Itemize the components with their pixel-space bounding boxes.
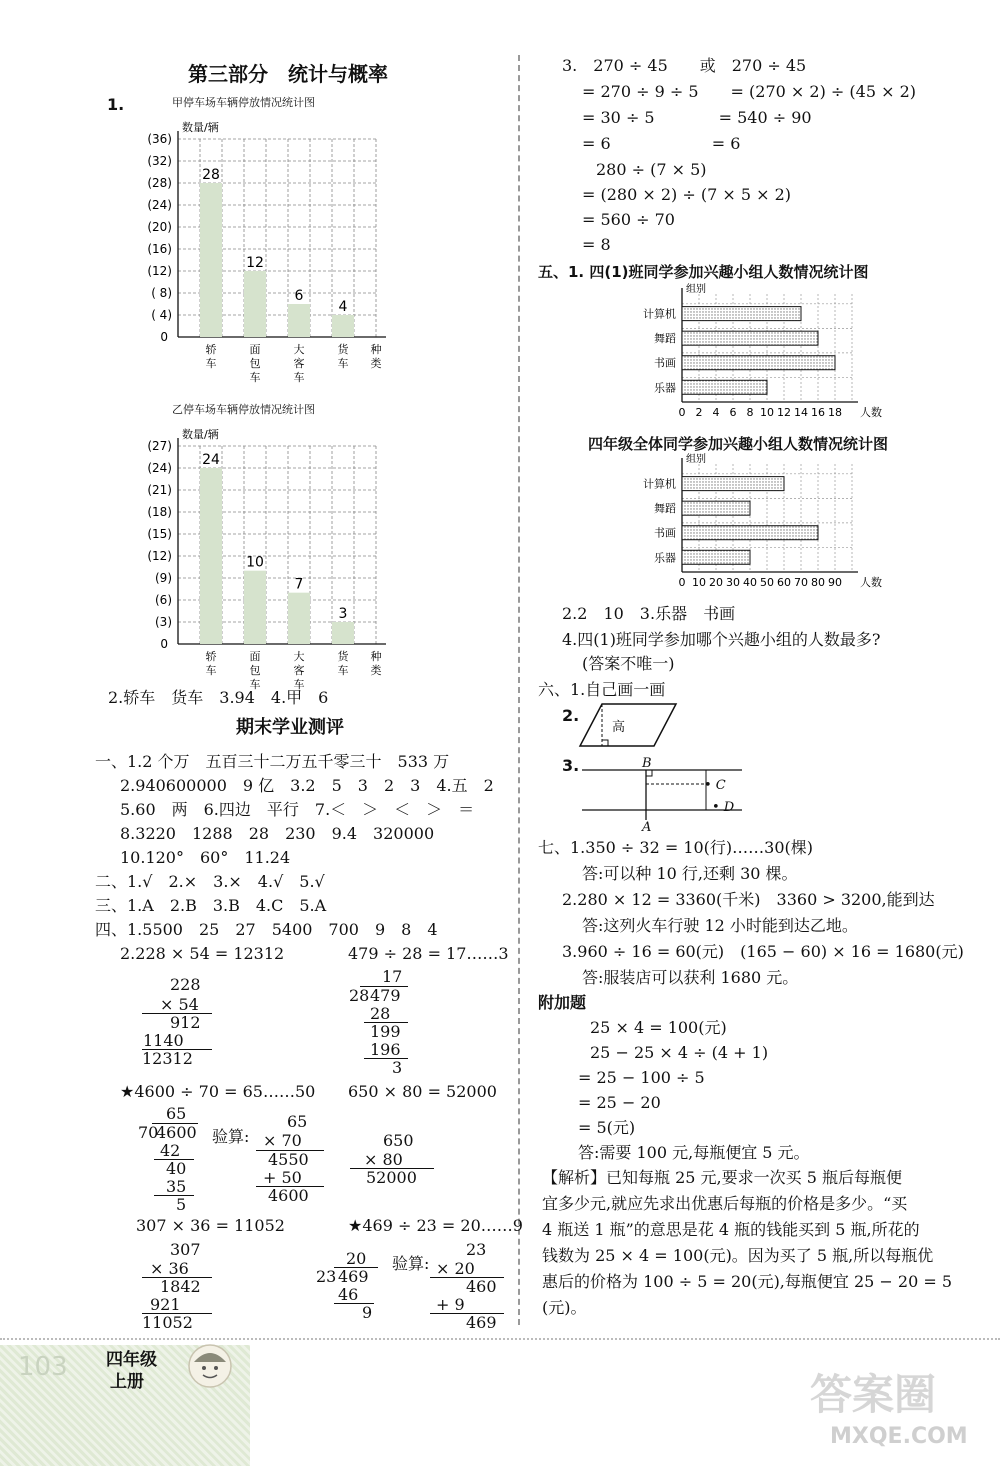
height-label: 高 xyxy=(612,720,626,735)
bar xyxy=(682,501,750,515)
category-label: 轿 xyxy=(205,650,217,663)
x-axis-label: 人数 xyxy=(860,406,882,419)
m1-e: 12312 xyxy=(142,1049,193,1068)
r-line-8: = 8 xyxy=(582,235,611,254)
category-label: 舞蹈 xyxy=(654,332,676,346)
y-tick-label: (28) xyxy=(147,176,172,190)
bonus-2: 25 − 25 × 4 ÷ (4 + 1) xyxy=(590,1043,769,1062)
x-axis-label: 种 xyxy=(370,343,382,356)
r-line-5: 280 ÷ (7 × 5) xyxy=(596,160,707,179)
r-line-7: = 560 ÷ 70 xyxy=(582,210,675,229)
answer-2-4: 2.轿车 货车 3.94 4.甲 6 xyxy=(108,688,329,707)
bonus-4: = 25 − 20 xyxy=(578,1093,661,1112)
section-title: 第三部分 统计与概率 xyxy=(188,62,388,86)
bar xyxy=(682,380,767,394)
line-5: 10.120° 60° 11.24 xyxy=(120,848,291,867)
x-tick-label: 2 xyxy=(695,406,703,419)
category-label: 书画 xyxy=(654,526,676,540)
category-label: 车 xyxy=(249,371,261,384)
data-label: 28 xyxy=(202,167,220,183)
bonus-1: 25 × 4 = 100(元) xyxy=(590,1018,727,1037)
y-tick-label: (32) xyxy=(147,154,172,168)
x-tick-label: 14 xyxy=(794,406,808,419)
m3-b: × 80 xyxy=(364,1150,403,1169)
bonus-5: = 5(元) xyxy=(578,1118,636,1137)
category-label: 车 xyxy=(249,678,261,691)
chart-b xyxy=(120,422,400,691)
bar xyxy=(682,331,818,345)
column-divider xyxy=(518,55,520,1325)
d2-s1: 42 xyxy=(160,1141,181,1160)
category-label: 车 xyxy=(205,664,217,677)
c3-d: + 9 xyxy=(436,1295,465,1314)
d1-div: 28 xyxy=(349,986,370,1005)
category-label: 货 xyxy=(337,343,349,356)
category-label: 轿 xyxy=(205,343,217,356)
x-tick-label: 6 xyxy=(729,406,737,419)
category-label: 车 xyxy=(293,371,305,384)
y-tick-label: (3) xyxy=(155,615,172,629)
data-label: 24 xyxy=(202,452,220,468)
c2-a: 65 xyxy=(287,1112,308,1131)
c2-e: 4600 xyxy=(268,1186,309,1205)
d1-s2: 196 xyxy=(370,1040,401,1059)
d3-q: 20 xyxy=(346,1249,367,1268)
explain-1: 【解析】已知每瓶 25 元,要求一次买 5 瓶后每瓶便 xyxy=(542,1168,902,1187)
c2-b: × 70 xyxy=(263,1131,302,1150)
grade-label: 四年级 xyxy=(106,1350,157,1370)
bar xyxy=(682,550,750,564)
exam-title: 期末学业测评 xyxy=(236,717,344,738)
seven-2: 2.280 × 12 = 3360(千米) 3360 > 3200,能到达 xyxy=(562,890,935,909)
r-line-1: 3. 270 ÷ 45 或 270 ÷ 45 xyxy=(562,56,807,75)
line-7: 三、1.A 2.B 3.B 4.C 5.A xyxy=(95,896,327,915)
category-label: 面 xyxy=(249,650,261,663)
r-line-6: = (280 × 2) ÷ (7 × 5 × 2) xyxy=(582,185,792,204)
y-tick-label: ( 8) xyxy=(151,286,172,300)
x-tick-label: 80 xyxy=(811,576,825,589)
point-a: A xyxy=(642,820,652,835)
d2-q: 65 xyxy=(166,1104,187,1123)
line-2: 2.940600000 9 亿 3.2 5 3 2 3 4.五 2 xyxy=(120,776,494,795)
explain-5: 惠后的价格为 100 ÷ 5 = 20(元),每瓶便宜 25 − 20 = 5 xyxy=(542,1272,953,1291)
watermark-site: MXQE.COM xyxy=(830,1424,968,1449)
x-tick-label: 60 xyxy=(777,576,791,589)
y-axis-label: 数量/辆 xyxy=(182,428,219,441)
y-tick-label: (27) xyxy=(147,439,172,453)
line-9a: 2.228 × 54 = 12312 xyxy=(120,944,285,963)
category-label: 客 xyxy=(293,664,305,677)
bonus-6: 答:需要 100 元,每瓶便宜 5 元。 xyxy=(578,1143,810,1162)
c2-c: 4550 xyxy=(268,1150,309,1169)
seven-1a: 答:可以种 10 行,还剩 30 棵。 xyxy=(582,864,798,883)
term-label: 上册 xyxy=(110,1372,144,1392)
chart-d-title: 四年级全体同学参加兴趣小组人数情况统计图 xyxy=(588,435,889,453)
bar xyxy=(332,315,354,337)
d3-div: 23 xyxy=(316,1267,337,1286)
check-label-2: 验算: xyxy=(392,1254,430,1273)
page-number: 103 xyxy=(18,1352,68,1382)
category-label: 车 xyxy=(337,357,349,370)
line-10b: 650 × 80 = 52000 xyxy=(348,1082,497,1101)
y-tick-label: (18) xyxy=(147,505,172,519)
c3-a: 23 xyxy=(466,1240,487,1259)
x-tick-label: 40 xyxy=(743,576,757,589)
line-6: 二、1.√ 2.× 3.× 4.√ 5.√ xyxy=(95,872,325,891)
s-line-4b: (答案不唯一) xyxy=(582,654,675,673)
data-label: 4 xyxy=(338,299,348,315)
x-tick-label: 70 xyxy=(794,576,808,589)
chart-b-title: 乙停车场车辆停放情况统计图 xyxy=(172,403,315,416)
six-1: 六、1.自己画一画 xyxy=(538,680,666,699)
category-label: 车 xyxy=(205,357,217,370)
m1-b: × 54 xyxy=(160,995,199,1014)
right-angle-mark xyxy=(602,740,608,746)
m1-d: 1140 xyxy=(143,1031,184,1050)
chart-c-title: 五、1. 四(1)班同学参加兴趣小组人数情况统计图 xyxy=(538,263,869,281)
bar xyxy=(200,468,222,644)
chart-d xyxy=(600,454,930,600)
data-label: 6 xyxy=(294,288,304,304)
line-10a: ★4600 ÷ 70 = 65……50 xyxy=(120,1082,316,1101)
x-axis-label: 种 xyxy=(370,650,382,663)
x-axis-label: 类 xyxy=(370,357,382,370)
bar xyxy=(200,183,222,337)
bar xyxy=(288,593,310,644)
x-tick-label: 18 xyxy=(828,406,842,419)
category-label: 车 xyxy=(337,664,349,677)
explain-3: 4 瓶送 1 瓶”的意思是花 4 瓶的钱能买到 5 瓶,所花的 xyxy=(542,1220,920,1239)
chart-a-title: 甲停车场车辆停放情况统计图 xyxy=(172,96,315,109)
r-line-3: = 30 ÷ 5 = 540 ÷ 90 xyxy=(582,108,812,127)
line-8: 四、1.5500 25 27 5400 700 9 8 4 xyxy=(95,920,438,939)
y-tick-label: (21) xyxy=(147,483,172,497)
bar xyxy=(682,477,784,491)
y-tick-label: (12) xyxy=(147,549,172,563)
seven-2a: 答:这列火车行驶 12 小时能到达乙地。 xyxy=(582,916,858,935)
footer-rule xyxy=(0,1338,1000,1340)
category-label: 包 xyxy=(249,664,261,677)
m4-c: 1842 xyxy=(160,1277,201,1296)
y-tick-label: (36) xyxy=(147,132,172,146)
d1-s1: 28 xyxy=(370,1004,391,1023)
category-label: 舞蹈 xyxy=(654,502,676,516)
m4-e: 11052 xyxy=(142,1313,193,1332)
x-tick-label: 20 xyxy=(709,576,723,589)
bar xyxy=(332,622,354,644)
bar xyxy=(682,356,835,370)
y-tick-label: (24) xyxy=(147,461,172,475)
y-tick-label: (6) xyxy=(155,593,172,607)
line-1: 一、1.2 个万 五百三十二万五千零三十 533 万 xyxy=(95,752,450,771)
c3-c: 460 xyxy=(466,1277,497,1296)
bar xyxy=(244,571,266,644)
d1-n: 479 xyxy=(370,986,401,1005)
category-label: 包 xyxy=(249,357,261,370)
d3-s1: 46 xyxy=(338,1285,359,1304)
data-label: 3 xyxy=(338,606,348,622)
six-3: 3. xyxy=(562,756,580,775)
category-label: 货 xyxy=(337,650,349,663)
c2-d: + 50 xyxy=(263,1168,302,1187)
y-axis-label: 组别 xyxy=(686,454,706,465)
explain-6: (元)。 xyxy=(542,1298,587,1317)
x-axis-label: 人数 xyxy=(860,576,882,589)
x-axis-label: 类 xyxy=(370,664,382,677)
m4-a: 307 xyxy=(170,1240,201,1259)
x-tick-label: 16 xyxy=(811,406,825,419)
y-axis-label: 组别 xyxy=(686,284,706,295)
m4-b: × 36 xyxy=(150,1259,189,1278)
d2-div: 70 xyxy=(138,1123,159,1142)
six-2: 2. xyxy=(562,706,580,725)
data-label: 10 xyxy=(246,554,264,571)
line-3: 5.60 两 6.四边 平行 7.＜ ＞ ＜ ＞ ＝ xyxy=(120,800,475,819)
bar xyxy=(288,304,310,337)
c3-e: 469 xyxy=(466,1313,497,1332)
line-11a: 307 × 36 = 11052 xyxy=(136,1216,285,1235)
point-c: • C xyxy=(704,778,726,793)
watermark-logo: 答案圈 xyxy=(810,1370,937,1419)
parallelogram-figure xyxy=(580,700,680,750)
category-label: 客 xyxy=(293,357,305,370)
s-line-4: 4.四(1)班同学参加哪个兴趣小组的人数最多? xyxy=(562,630,881,649)
bonus-3: = 25 − 100 ÷ 5 xyxy=(578,1068,705,1087)
c3-b: × 20 xyxy=(436,1259,475,1278)
explain-2: 宜多少元,就应先求出优惠后每瓶的价格是多少。“买 xyxy=(542,1194,908,1213)
mascot-avatar xyxy=(186,1342,234,1390)
r-line-4: = 6 = 6 xyxy=(582,134,741,153)
bonus-title: 附加题 xyxy=(538,993,587,1012)
m3-a: 650 xyxy=(383,1131,414,1150)
x-tick-label: 4 xyxy=(712,406,720,419)
explain-4: 钱数为 25 × 4 = 100(元)。因为买了 5 瓶,所以每瓶优 xyxy=(542,1246,934,1265)
origin-label: 0 xyxy=(160,637,168,651)
category-label: 面 xyxy=(249,343,261,356)
m3-c: 52000 xyxy=(366,1168,417,1187)
point-b: B xyxy=(642,756,652,771)
d2-r: 5 xyxy=(176,1195,187,1214)
x-tick-label: 0 xyxy=(678,406,686,419)
check-label: 验算: xyxy=(212,1127,250,1146)
category-label: 大 xyxy=(293,343,305,356)
line-4: 8.3220 1288 28 230 9.4 320000 xyxy=(120,824,435,843)
x-tick-label: 12 xyxy=(777,406,791,419)
bar xyxy=(682,526,818,540)
origin-label: 0 xyxy=(160,330,168,344)
d2-s2: 35 xyxy=(166,1177,187,1196)
y-tick-label: (16) xyxy=(147,242,172,256)
bar xyxy=(244,271,266,337)
m1-c: 912 xyxy=(170,1013,201,1032)
category-label: 车 xyxy=(293,678,305,691)
y-axis-label: 数量/辆 xyxy=(182,121,219,134)
y-tick-label: (9) xyxy=(155,571,172,585)
d3-n: 469 xyxy=(338,1267,369,1286)
x-tick-label: 0 xyxy=(678,576,686,589)
x-tick-label: 8 xyxy=(746,406,754,419)
category-label: 计算机 xyxy=(643,307,676,321)
x-tick-label: 30 xyxy=(726,576,740,589)
data-label: 7 xyxy=(294,576,304,593)
rule xyxy=(154,1195,194,1196)
question-number: 1. xyxy=(107,95,125,114)
seven-1: 七、1.350 ÷ 32 = 10(行)……30(棵) xyxy=(538,838,814,857)
category-label: 计算机 xyxy=(643,477,676,491)
line-9b: 479 ÷ 28 = 17……3 xyxy=(348,944,509,963)
x-tick-label: 10 xyxy=(692,576,706,589)
seven-3a: 答:服装店可以获利 1680 元。 xyxy=(582,968,799,987)
y-tick-label: (24) xyxy=(147,198,172,212)
x-tick-label: 90 xyxy=(828,576,842,589)
chart-c xyxy=(600,284,930,426)
data-label: 12 xyxy=(246,255,264,271)
x-tick-label: 10 xyxy=(760,406,774,419)
m4-d: 921 xyxy=(150,1295,181,1314)
category-label: 乐器 xyxy=(654,381,676,395)
d2-r1: 40 xyxy=(166,1159,187,1178)
bar xyxy=(682,307,801,321)
x-tick-label: 50 xyxy=(760,576,774,589)
category-label: 大 xyxy=(293,650,305,663)
seven-3: 3.960 ÷ 16 = 60(元) (165 − 60) × 16 = 1680(元) xyxy=(562,942,964,961)
line-11b: ★469 ÷ 23 = 20……9 xyxy=(348,1216,523,1235)
d2-n: 4600 xyxy=(156,1123,197,1142)
d1-r: 3 xyxy=(392,1058,403,1077)
s-line-2: 2.2 10 3.乐器 书画 xyxy=(562,604,736,623)
y-tick-label: (20) xyxy=(147,220,172,234)
category-label: 书画 xyxy=(654,356,676,370)
d1-r1: 199 xyxy=(370,1022,401,1041)
m1-a: 228 xyxy=(170,975,201,994)
d3-r: 9 xyxy=(362,1303,373,1322)
y-tick-label: (12) xyxy=(147,264,172,278)
y-tick-label: (15) xyxy=(147,527,172,541)
y-tick-label: ( 4) xyxy=(151,308,172,322)
r-line-2: = 270 ÷ 9 ÷ 5 = (270 × 2) ÷ (45 × 2) xyxy=(582,82,917,101)
category-label: 乐器 xyxy=(654,551,676,565)
chart-a xyxy=(120,115,400,385)
parallelogram xyxy=(580,704,676,746)
d1-q: 17 xyxy=(382,967,403,986)
point-d: • D xyxy=(712,800,735,815)
